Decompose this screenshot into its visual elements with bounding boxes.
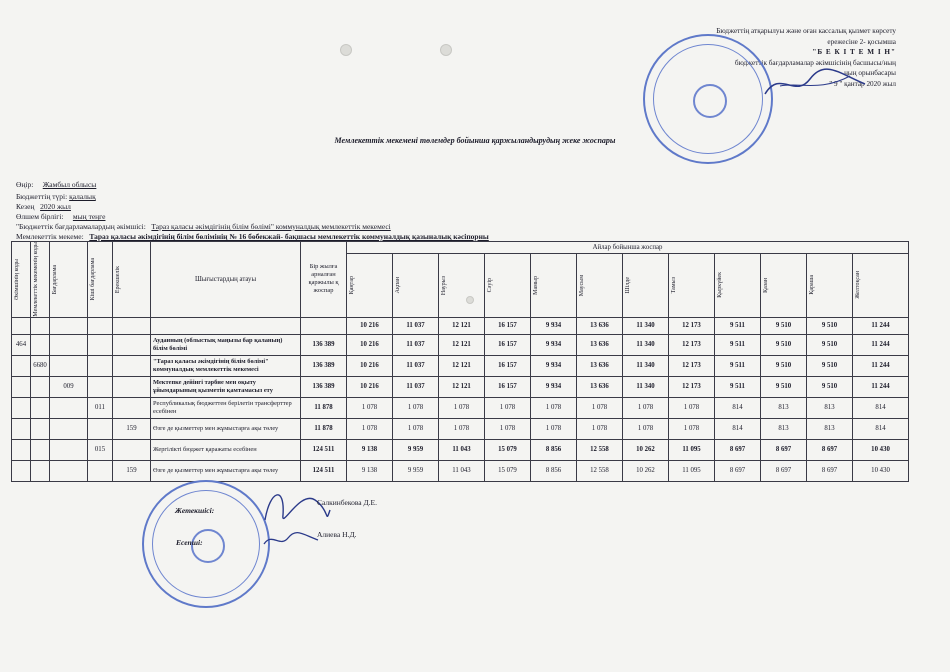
meta-unit <box>16 212 106 221</box>
table-row <box>12 355 909 376</box>
month-total-cell: 9 934 <box>531 317 577 334</box>
month-total-cell: 11 037 <box>393 317 439 334</box>
month-value-cell: 9 510 <box>761 355 807 376</box>
expense-name-cell: Жергілікті бюджет қаражаты есебінен <box>151 439 301 460</box>
month-value-cell: 10 430 <box>853 439 909 460</box>
month-total-cell: 9 510 <box>761 317 807 334</box>
code-cell <box>12 439 31 460</box>
month-value-cell: 10 216 <box>347 355 393 376</box>
month-value-cell: 1 078 <box>485 397 531 418</box>
month-value-cell: 11 340 <box>623 376 669 397</box>
month-value-cell: 16 157 <box>485 355 531 376</box>
month-value-cell: 1 078 <box>577 418 623 439</box>
month-value-cell: 9 511 <box>715 376 761 397</box>
meta-value: Тараз қаласы әкімдігінің білім бөлімінің № 16 бөбекжай- бақшасы мемлекеттік коммуналдық қазыналық кәсіпорны <box>89 232 489 241</box>
month-value-cell: 814 <box>715 418 761 439</box>
month-value-cell: 11 095 <box>669 460 715 481</box>
header-name: Шығыстардың атауы <box>151 242 301 318</box>
month-value-cell: 814 <box>853 418 909 439</box>
expense-name-cell: Өзге де қызметтер мен жұмыстарға ақы төлеу <box>151 460 301 481</box>
month-header: Қараша <box>807 253 853 317</box>
head-label: Жетекшісі: <box>175 506 215 515</box>
code-cell <box>88 376 113 397</box>
month-value-cell: 10 262 <box>623 460 669 481</box>
month-value-cell: 9 510 <box>807 376 853 397</box>
document-title: Мемлекеттік мекемені төлемдер бойынша қаржыландырудың жеке жоспары <box>334 136 616 145</box>
code-cell <box>12 376 31 397</box>
month-value-cell: 9 510 <box>761 376 807 397</box>
month-value-cell: 1 078 <box>393 418 439 439</box>
month-value-cell: 10 430 <box>853 460 909 481</box>
month-value-cell: 10 216 <box>347 334 393 355</box>
code-cell <box>88 355 113 376</box>
month-value-cell: 9 934 <box>531 334 577 355</box>
code-cell <box>50 397 88 418</box>
expense-name-cell: Ауданның (облыстық маңызы бар қаланың) білім бөлімі <box>151 334 301 355</box>
code-cell <box>113 439 151 460</box>
month-value-cell: 13 636 <box>577 376 623 397</box>
meta-value: Тараз қаласы әкімдігінің білім бөлімі" коммуналдық мемлекеттік мекемесі <box>151 222 391 231</box>
code-cell: 011 <box>88 397 113 418</box>
month-value-cell: 11 244 <box>853 355 909 376</box>
signature-scribble <box>760 64 870 104</box>
month-value-cell: 8 697 <box>761 460 807 481</box>
month-value-cell: 12 558 <box>577 460 623 481</box>
code-cell: 015 <box>88 439 113 460</box>
financing-plan-table <box>11 241 909 482</box>
meta-admin <box>16 222 391 231</box>
code-cell <box>50 418 88 439</box>
meta-period <box>16 202 71 211</box>
month-value-cell: 12 121 <box>439 355 485 376</box>
month-value-cell: 15 079 <box>485 460 531 481</box>
month-value-cell: 1 078 <box>669 418 715 439</box>
month-value-cell: 1 078 <box>577 397 623 418</box>
approval-line: ережесіне 2- қосымша <box>827 37 896 46</box>
table-row <box>12 439 909 460</box>
month-value-cell: 12 121 <box>439 376 485 397</box>
expense-name-cell: "Тараз қаласы әкімдігінің білім бөлімі" коммуналдық мемлекеттік мекемесі <box>151 355 301 376</box>
code-cell <box>12 418 31 439</box>
month-value-cell: 9 511 <box>715 355 761 376</box>
expense-name-cell: Мектепке дейінгі тәрбие мен оқыту ұйымдарының қызметін қамтамасыз ету <box>151 376 301 397</box>
month-value-cell: 814 <box>853 397 909 418</box>
meta-label: Мемлекеттік мекеме: <box>16 232 84 241</box>
empty-cell <box>31 317 50 334</box>
official-stamp-bottom <box>142 480 270 608</box>
month-header: Қазан <box>761 253 807 317</box>
table-row <box>12 418 909 439</box>
punch-hole <box>440 44 452 56</box>
punch-hole <box>340 44 352 56</box>
month-value-cell: 9 510 <box>807 334 853 355</box>
code-cell <box>12 460 31 481</box>
month-value-cell: 1 078 <box>531 397 577 418</box>
code-cell <box>113 334 151 355</box>
meta-value: мың теңге <box>72 212 106 221</box>
month-value-cell: 9 511 <box>715 334 761 355</box>
month-header: Шілде <box>623 253 669 317</box>
month-value-cell: 13 636 <box>577 355 623 376</box>
empty-cell <box>12 317 31 334</box>
code-cell: 009 <box>50 376 88 397</box>
empty-cell <box>151 317 301 334</box>
month-value-cell: 8 697 <box>807 460 853 481</box>
approval-line: Бюджеттің атқарылуы және оған кассалық қызмет көрсету <box>716 27 896 35</box>
approval-line: " 9 " қантар 2020 жыл <box>829 79 896 88</box>
table-row <box>12 334 909 355</box>
code-cell: 6680 <box>31 355 50 376</box>
accountant-label: Есепші: <box>176 538 203 547</box>
month-value-cell: 9 959 <box>393 460 439 481</box>
month-value-cell: 813 <box>761 418 807 439</box>
month-header: Мамыр <box>531 253 577 317</box>
month-total-cell: 16 157 <box>485 317 531 334</box>
month-total-cell: 12 173 <box>669 317 715 334</box>
empty-cell <box>88 317 113 334</box>
header-year: Бір жылға арналған қаржылы қ жоспар <box>301 242 347 318</box>
month-value-cell: 11 037 <box>393 376 439 397</box>
meta-label: Бюджеттің түрі: <box>16 192 68 201</box>
month-value-cell: 8 697 <box>761 439 807 460</box>
month-value-cell: 8 856 <box>531 460 577 481</box>
empty-cell <box>301 317 347 334</box>
month-value-cell: 1 078 <box>623 397 669 418</box>
year-total-cell: 124 511 <box>301 460 347 481</box>
top-values-row <box>12 317 909 334</box>
month-value-cell: 11 340 <box>623 334 669 355</box>
plan-body <box>12 334 909 481</box>
code-cell <box>31 376 50 397</box>
year-total-cell: 11 878 <box>301 418 347 439</box>
table-row <box>12 397 909 418</box>
month-value-cell: 9 138 <box>347 460 393 481</box>
table-row <box>12 376 909 397</box>
code-cell <box>88 460 113 481</box>
month-value-cell: 1 078 <box>347 397 393 418</box>
meta-value: қалалық <box>69 192 96 201</box>
month-value-cell: 11 043 <box>439 439 485 460</box>
month-header: Тамыз <box>669 253 715 317</box>
expense-name-cell: Республикалық бюджеттен берілетін трансферттер есебінен <box>151 397 301 418</box>
month-total-cell: 9 510 <box>807 317 853 334</box>
empty-cell <box>50 317 88 334</box>
month-total-cell: 11 244 <box>853 317 909 334</box>
month-value-cell: 9 934 <box>531 376 577 397</box>
code-cell <box>113 355 151 376</box>
header-months: Айлар бойынша жоспар <box>347 242 909 254</box>
head-name: Салкинбекова Д.Е. <box>317 498 377 507</box>
month-value-cell: 12 558 <box>577 439 623 460</box>
code-cell <box>50 460 88 481</box>
code-cell <box>113 376 151 397</box>
header-prog: Бағдарлама <box>50 242 88 318</box>
expense-name-cell: Өзге де қызметтер мен жұмыстарға ақы төлеу <box>151 418 301 439</box>
code-cell <box>50 355 88 376</box>
year-total-cell: 136 389 <box>301 334 347 355</box>
month-value-cell: 16 157 <box>485 376 531 397</box>
year-total-cell: 11 878 <box>301 397 347 418</box>
month-header: Қаңтар <box>347 253 393 317</box>
meta-institution <box>16 232 489 241</box>
empty-cell <box>113 317 151 334</box>
month-value-cell: 813 <box>807 397 853 418</box>
month-value-cell: 16 157 <box>485 334 531 355</box>
month-value-cell: 1 078 <box>347 418 393 439</box>
month-value-cell: 8 697 <box>807 439 853 460</box>
year-total-cell: 124 511 <box>301 439 347 460</box>
accountant-name: Алиева Н.Д. <box>317 530 357 539</box>
month-value-cell: 1 078 <box>623 418 669 439</box>
month-value-cell: 8 856 <box>531 439 577 460</box>
month-value-cell: 814 <box>715 397 761 418</box>
month-value-cell: 9 934 <box>531 355 577 376</box>
month-value-cell: 8 697 <box>715 460 761 481</box>
year-total-cell: 136 389 <box>301 355 347 376</box>
month-value-cell: 11 244 <box>853 376 909 397</box>
month-value-cell: 1 078 <box>669 397 715 418</box>
table-row <box>12 460 909 481</box>
month-value-cell: 1 078 <box>439 397 485 418</box>
month-header: Маусым <box>577 253 623 317</box>
accountant-signature <box>262 530 322 550</box>
month-value-cell: 10 216 <box>347 376 393 397</box>
month-value-cell: 11 043 <box>439 460 485 481</box>
month-value-cell: 11 095 <box>669 439 715 460</box>
meta-label: Кезең <box>16 202 35 211</box>
meta-label: Өңір: <box>16 180 34 189</box>
month-header: Ақпан <box>393 253 439 317</box>
code-cell <box>50 439 88 460</box>
code-cell <box>31 418 50 439</box>
month-value-cell: 1 078 <box>393 397 439 418</box>
month-value-cell: 1 078 <box>485 418 531 439</box>
code-cell: 159 <box>113 418 151 439</box>
code-cell <box>31 397 50 418</box>
month-value-cell: 12 173 <box>669 355 715 376</box>
year-total-cell: 136 389 <box>301 376 347 397</box>
month-total-cell: 9 511 <box>715 317 761 334</box>
meta-budget-type <box>16 192 96 201</box>
month-value-cell: 9 138 <box>347 439 393 460</box>
month-value-cell: 813 <box>807 418 853 439</box>
meta-value: Жамбыл облысы <box>42 180 97 189</box>
month-value-cell: 12 173 <box>669 334 715 355</box>
header-inst: Мемлекеттік мекеменің коды <box>31 242 50 318</box>
code-cell <box>31 460 50 481</box>
month-header: Сәуір <box>485 253 531 317</box>
month-value-cell: 10 262 <box>623 439 669 460</box>
approval-line: ның орынбасары <box>844 69 896 77</box>
meta-region <box>16 180 96 189</box>
month-header: Наурыз <box>439 253 485 317</box>
month-value-cell: 813 <box>761 397 807 418</box>
meta-label: Өлшем бірлігі: <box>16 212 64 221</box>
code-cell <box>50 334 88 355</box>
month-value-cell: 9 510 <box>761 334 807 355</box>
emblem-icon <box>693 84 727 118</box>
code-cell <box>12 355 31 376</box>
month-value-cell: 11 244 <box>853 334 909 355</box>
code-cell <box>88 334 113 355</box>
code-cell <box>113 397 151 418</box>
code-cell <box>31 334 50 355</box>
month-total-cell: 13 636 <box>577 317 623 334</box>
meta-label: "Бюджеттік бағдарламалардың әкімшісі: <box>16 222 146 231</box>
month-value-cell: 12 121 <box>439 334 485 355</box>
month-value-cell: 11 037 <box>393 334 439 355</box>
month-value-cell: 12 173 <box>669 376 715 397</box>
month-value-cell: 11 340 <box>623 355 669 376</box>
month-value-cell: 9 959 <box>393 439 439 460</box>
month-value-cell: 1 078 <box>439 418 485 439</box>
month-header: Қыркүйек <box>715 253 761 317</box>
month-value-cell: 13 636 <box>577 334 623 355</box>
header-spec: Ерекшелік <box>113 242 151 318</box>
code-cell <box>12 397 31 418</box>
code-cell: 159 <box>113 460 151 481</box>
approval-line: "Б Е К І Т Е М І Н" <box>812 48 896 56</box>
month-value-cell: 8 697 <box>715 439 761 460</box>
code-cell: 464 <box>12 334 31 355</box>
month-total-cell: 10 216 <box>347 317 393 334</box>
code-cell <box>31 439 50 460</box>
month-value-cell: 9 510 <box>807 355 853 376</box>
meta-value: 2020 жыл <box>40 202 71 211</box>
header-akim: Әкімшінің коды <box>12 242 31 318</box>
month-header: Желтоқсан <box>853 253 909 317</box>
header-subprog: Кіші бағдарлама <box>88 242 113 318</box>
month-value-cell: 15 079 <box>485 439 531 460</box>
month-value-cell: 1 078 <box>531 418 577 439</box>
code-cell <box>88 418 113 439</box>
approval-line: бюджеттік бағдарламалар әкімшісінің басшысы/ның <box>734 58 896 67</box>
month-value-cell: 11 037 <box>393 355 439 376</box>
month-total-cell: 11 340 <box>623 317 669 334</box>
month-total-cell: 12 121 <box>439 317 485 334</box>
